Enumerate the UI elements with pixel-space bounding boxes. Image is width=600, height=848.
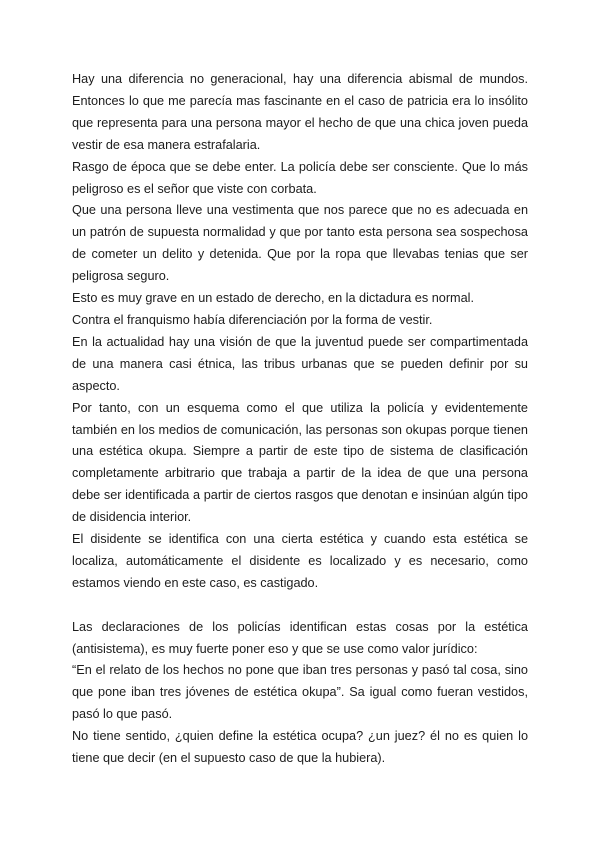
paragraph-2: Rasgo de época que se debe enter. La policía debe ser consciente. Que lo más peligroso es el señor que viste con corbata.	[72, 159, 528, 196]
paragraph-spacer	[72, 595, 528, 617]
paragraph-11: No tiene sentido, ¿quien define la estética ocupa? ¿un juez? él no es quien lo tiene que decir (en el supuesto caso de que la hubiera).	[72, 729, 528, 766]
paragraph-7: Por tanto, con un esquema como el que utiliza la policía y evidentemente también en los medios de comunicación, las personas son okupas porque tienen una estética okupa. Siempre a partir de este tipo de sistema de clasificación completamente arbitrario que trabaja a partir de la idea de que una persona debe ser identificada a partir de ciertos rasgos que denotan e insinúan algún tipo de disidencia interior.	[72, 400, 528, 525]
paragraph-8: El disidente se identifica con una cierta estética y cuando esta estética se localiza, automáticamente el disidente es localizado y es necesario, como estamos viendo en este caso, es castigado.	[72, 532, 528, 590]
paragraph-6: En la actualidad hay una visión de que la juventud puede ser compartimentada de una manera casi étnica, las tribus urbanas que se pueden definir por su aspecto.	[72, 334, 528, 393]
paragraph-4: Esto es muy grave en un estado de derecho, en la dictadura es normal.	[72, 291, 475, 306]
paragraph-5: Contra el franquismo había diferenciación por la forma de vestir.	[72, 312, 433, 327]
paragraph-10: “En el relato de los hechos no pone que iban tres personas y pasó tal cosa, sino que pone iban tres jóvenes de estética okupa”. Sa igual como fueran vestidos, pasó lo que pasó.	[72, 663, 528, 722]
paragraph-3: Que una persona lleve una vestimenta que nos parece que no es adecuada en un patrón de supuesta normalidad y que por tanto esta persona sea sospechosa de cometer un delito y detenida. Que por la ropa que llevabas tenias que ser peligrosa seguro.	[72, 203, 528, 284]
document-page	[72, 69, 528, 770]
paragraph-1: Hay una diferencia no generacional, hay una diferencia abismal de mundos. Entonces lo que me parecía mas fascinante en el caso de patricia era lo insólito que representa para una persona mayor el hecho de que una chica joven pueda vestir de esa manera estrafalaria.	[72, 72, 528, 152]
paragraph-9: Las declaraciones de los policías identifican estas cosas por la estética (antisistema), es muy fuerte poner eso y que se use como valor jurídico:	[72, 619, 528, 656]
